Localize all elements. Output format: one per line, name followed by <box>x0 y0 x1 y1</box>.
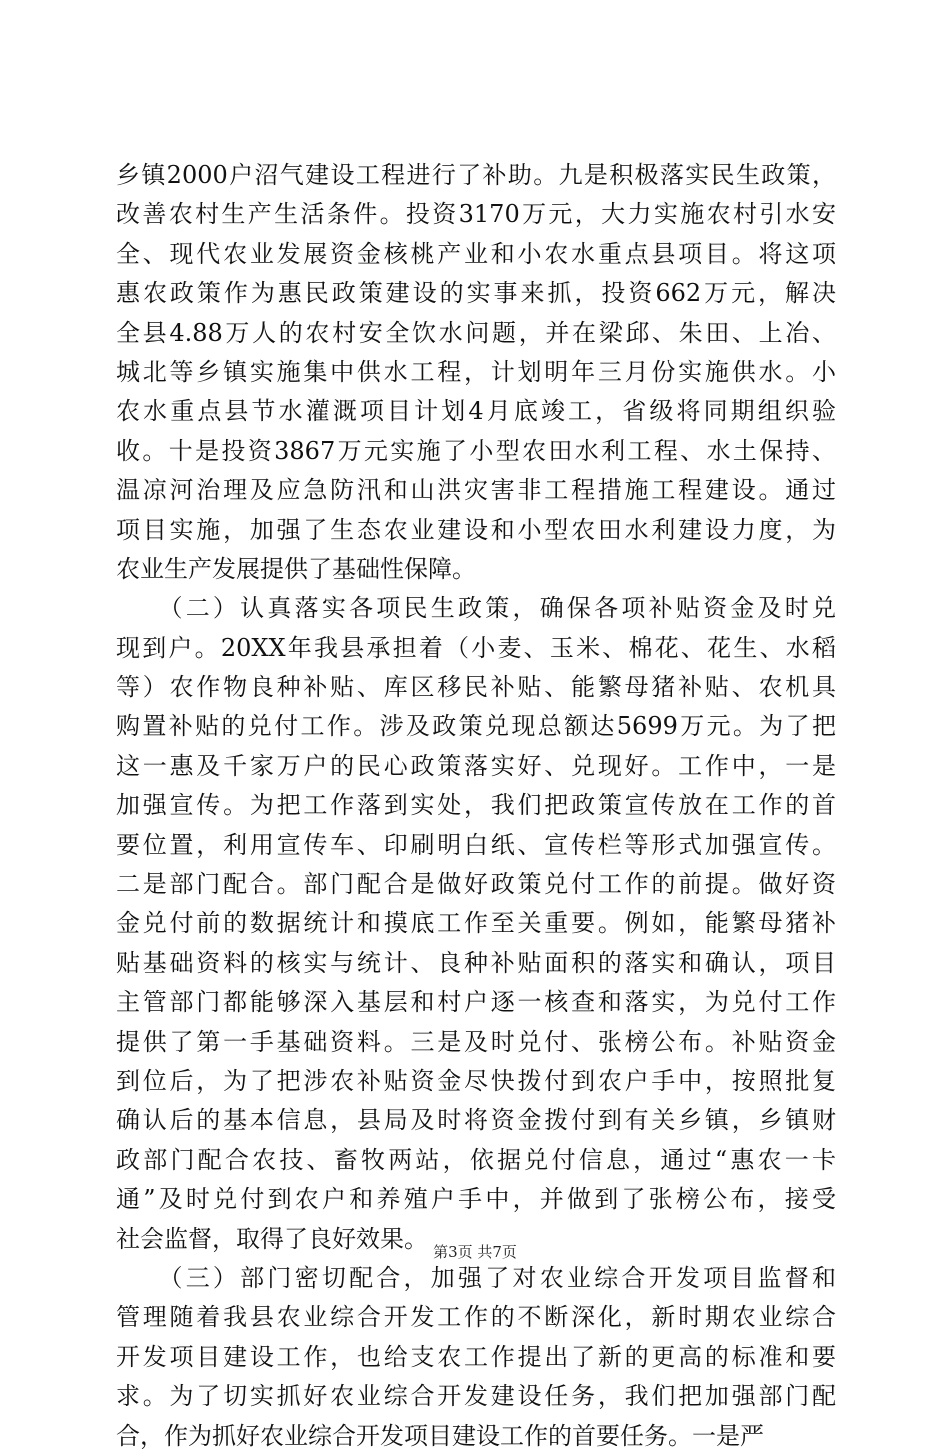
text-line: 主管部门都能够深入基层和村户逐一核查和落实，为兑付工作 <box>116 988 836 1017</box>
text-line: 购置补贴的兑付工作。涉及政策兑现总额达5699万元。为了把 <box>116 712 836 741</box>
text-line: 求。为了切实抓好农业综合开发建设任务，我们把加强部门配 <box>116 1382 836 1411</box>
text-line: 收。十是投资3867万元实施了小型农田水利工程、水土保持、 <box>116 436 836 465</box>
text-line: 改善农村生产生活条件。投资3170万元，大力实施农村引水安 <box>116 200 836 229</box>
text-line: 贴基础资料的核实与统计、良种补贴面积的落实和确认，项目 <box>116 948 836 977</box>
text-line: 管理随着我县农业综合开发工作的不断深化，新时期农业综合 <box>116 1303 836 1332</box>
text-line: 温凉河治理及应急防汛和山洪灾害非工程措施工程建设。通过 <box>116 476 836 505</box>
text-line: 开发项目建设工作，也给支农工作提出了新的更高的标准和要 <box>116 1342 836 1371</box>
text-line: 这一惠及千家万户的民心政策落实好、兑现好。工作中，一是 <box>116 751 836 780</box>
text-line: 城北等乡镇实施集中供水工程，计划明年三月份实施供水。小 <box>116 357 836 386</box>
text-line: 现到户。20XX年我县承担着（小麦、玉米、棉花、花生、水稻 <box>116 633 836 662</box>
text-line: 农业生产发展提供了基础性保障。 <box>116 554 476 583</box>
text-line: 到位后，为了把涉农补贴资金尽快拨付到农户手中，按照批复 <box>116 1066 836 1095</box>
text-line: 二是部门配合。部门配合是做好政策兑付工作的前提。做好资 <box>116 870 836 899</box>
text-line: 金兑付前的数据统计和摸底工作至关重要。例如，能繁母猪补 <box>116 909 836 938</box>
text-line: 通”及时兑付到农户和养殖户手中，并做到了张榜公布，接受 <box>116 1185 836 1214</box>
text-line: 政部门配合农技、畜牧两站，依据兑付信息，通过“惠农一卡 <box>116 1145 836 1174</box>
text-line: 乡镇2000户沼气建设工程进行了补助。九是积极落实民生政策， <box>116 161 836 189</box>
text-line: 加强宣传。为把工作落到实处，我们把政策宣传放在工作的首 <box>116 791 836 820</box>
text-line: 农水重点县节水灌溉项目计划4月底竣工，省级将同期组织验 <box>116 397 836 426</box>
page-footer: 第3页 共7页 <box>433 1243 517 1261</box>
text-line: 全县4.88万人的农村安全饮水问题，并在梁邱、朱田、上冶、 <box>116 318 836 347</box>
text-line: 等）农作物良种补贴、库区移民补贴、能繁母猪补贴、农机具 <box>116 673 836 702</box>
text-line: 惠农政策作为惠民政策建设的实事来抓，投资662万元，解决 <box>116 279 836 308</box>
text-line: 社会监督，取得了良好效果。 <box>116 1224 428 1253</box>
text-line: 要位置，利用宣传车、印刷明白纸、宣传栏等形式加强宣传。 <box>116 830 836 859</box>
text-line: （二）认真落实各项民生政策，确保各项补贴资金及时兑 <box>116 594 836 623</box>
text-line: 提供了第一手基础资料。三是及时兑付、张榜公布。补贴资金 <box>116 1027 836 1056</box>
text-line: 确认后的基本信息，县局及时将资金拨付到有关乡镇，乡镇财 <box>116 1106 836 1135</box>
paragraph <box>116 589 836 1259</box>
text-line: （三）部门密切配合，加强了对农业综合开发项目监督和 <box>116 1263 836 1292</box>
text-line: 合，作为抓好农业综合开发项目建设工作的首要任务。一是严 <box>116 1421 764 1450</box>
text-line: 全、现代农业发展资金核桃产业和小农水重点县项目。将这项 <box>116 239 836 268</box>
text-line: 项目实施，加强了生态农业建设和小型农田水利建设力度，为 <box>116 515 836 544</box>
paragraph <box>116 1259 836 1456</box>
paragraph <box>116 156 836 589</box>
